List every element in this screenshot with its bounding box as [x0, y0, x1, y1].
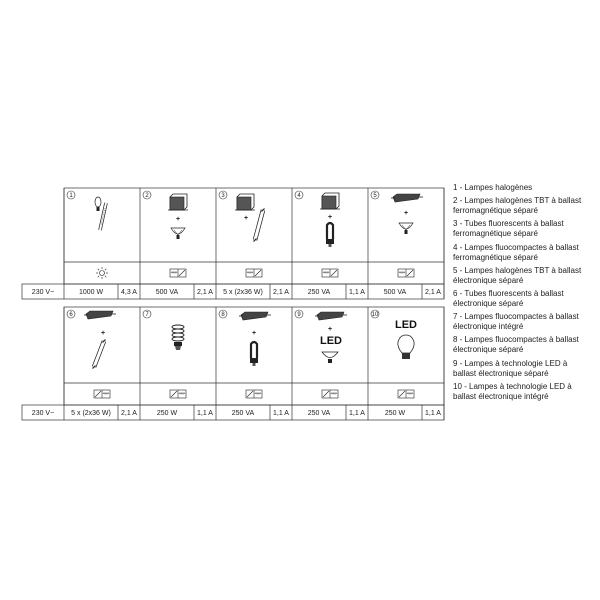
cell-number: 3 — [221, 193, 225, 199]
cell-number: 7 — [145, 312, 149, 318]
led-label: LED — [320, 335, 342, 347]
max-power: 5 x (2x36 W) — [71, 410, 111, 417]
legend-item-2: 2 - Lampes halogènes TBT à ballast ferromagnétique séparé — [453, 196, 582, 216]
lamp-cell-7 — [140, 307, 213, 420]
lamp-cell-6 — [64, 307, 137, 420]
ballast-symbol-icon — [94, 390, 110, 398]
ballast-symbol-icon — [246, 269, 262, 277]
max-power: 500 VA — [155, 289, 179, 296]
halogen-symbol-icon — [96, 267, 108, 279]
cell-number: 4 — [297, 193, 301, 199]
max-current: 1,1 A — [273, 410, 289, 417]
cell-number: 5 — [373, 193, 377, 199]
supply-voltage: 230 V~ — [31, 289, 55, 296]
legend-item-3: 3 - Tubes fluorescents à ballast ferromagnétique séparé — [453, 219, 564, 239]
ballast-symbol-icon — [398, 269, 414, 277]
svg-text:+: + — [175, 216, 181, 223]
lamp-type-legend — [453, 183, 598, 405]
max-current: 1,1 A — [197, 410, 213, 417]
supply-voltage: 230 V~ — [31, 410, 55, 417]
svg-text:+: + — [403, 210, 409, 217]
cell-number: 10 — [371, 312, 379, 318]
legend-item-6: 6 - Tubes fluorescents à ballast électronique séparé — [453, 288, 564, 308]
legend-item-4: 4 - Lampes fluocompactes à ballast ferromagnétique séparé — [453, 242, 579, 262]
cell-number: 8 — [221, 312, 225, 318]
max-power: 250 W — [384, 410, 406, 417]
ballast-symbol-icon — [170, 269, 186, 277]
lamp-cell-2 — [140, 188, 213, 299]
cell-number: 6 — [69, 312, 73, 318]
lamp-cell-8 — [216, 307, 289, 420]
ballast-symbol-icon — [246, 390, 262, 398]
max-current: 4,3 A — [121, 289, 137, 296]
max-power: 500 VA — [383, 289, 407, 296]
lamp-cell-9 — [292, 307, 365, 420]
legend-item-1: 1 - Lampes halogènes — [453, 183, 533, 192]
max-current: 1,1 A — [349, 410, 365, 417]
svg-text:+: + — [327, 214, 333, 221]
max-power: 250 VA — [307, 289, 331, 296]
lamp-cell-4 — [292, 188, 365, 299]
lamp-cell-3 — [216, 188, 289, 299]
max-current: 2,1 A — [273, 289, 289, 296]
max-current: 1,1 A — [425, 410, 441, 417]
legend-item-5: 5 - Lampes halogènes TBT à ballast électronique séparé — [453, 265, 582, 285]
legend-item-9: 9 - Lampes à technologie LED à ballast électronique séparé — [453, 358, 568, 378]
svg-text:+: + — [100, 330, 106, 337]
table-row-2 — [22, 307, 444, 420]
max-power: 250 W — [156, 410, 178, 417]
legend-item-10: 10 - Lampes à technologie LED à ballast électronique intégré — [453, 381, 572, 401]
cell-number: 1 — [69, 193, 73, 199]
ballast-symbol-icon — [322, 390, 338, 398]
max-current: 1,1 A — [349, 289, 365, 296]
max-power: 5 x (2x36 W) — [223, 289, 263, 296]
svg-text:+: + — [327, 326, 333, 333]
ballast-symbol-icon — [398, 390, 414, 398]
max-power: 250 VA — [231, 410, 255, 417]
ballast-symbol-icon — [322, 269, 338, 277]
legend-item-7: 7 - Lampes fluocompactes à ballast électronique intégré — [453, 312, 579, 332]
max-current: 2,1 A — [121, 410, 137, 417]
cell-number: 9 — [297, 312, 301, 318]
led-label: LED — [395, 319, 417, 331]
table-row-1 — [22, 188, 444, 299]
cell-number: 2 — [145, 193, 149, 199]
max-power: 250 VA — [307, 410, 331, 417]
ballast-symbol-icon — [170, 390, 186, 398]
max-power: 1000 W — [78, 289, 104, 296]
max-current: 2,1 A — [425, 289, 441, 296]
legend-item-8: 8 - Lampes fluocompactes à ballast électronique séparé — [453, 335, 579, 355]
svg-text:+: + — [243, 215, 249, 222]
max-current: 2,1 A — [197, 289, 213, 296]
lamp-cell-1 — [64, 188, 137, 299]
lamp-cell-10 — [368, 307, 441, 420]
lamp-cell-5 — [368, 188, 441, 299]
svg-text:+: + — [251, 330, 257, 337]
